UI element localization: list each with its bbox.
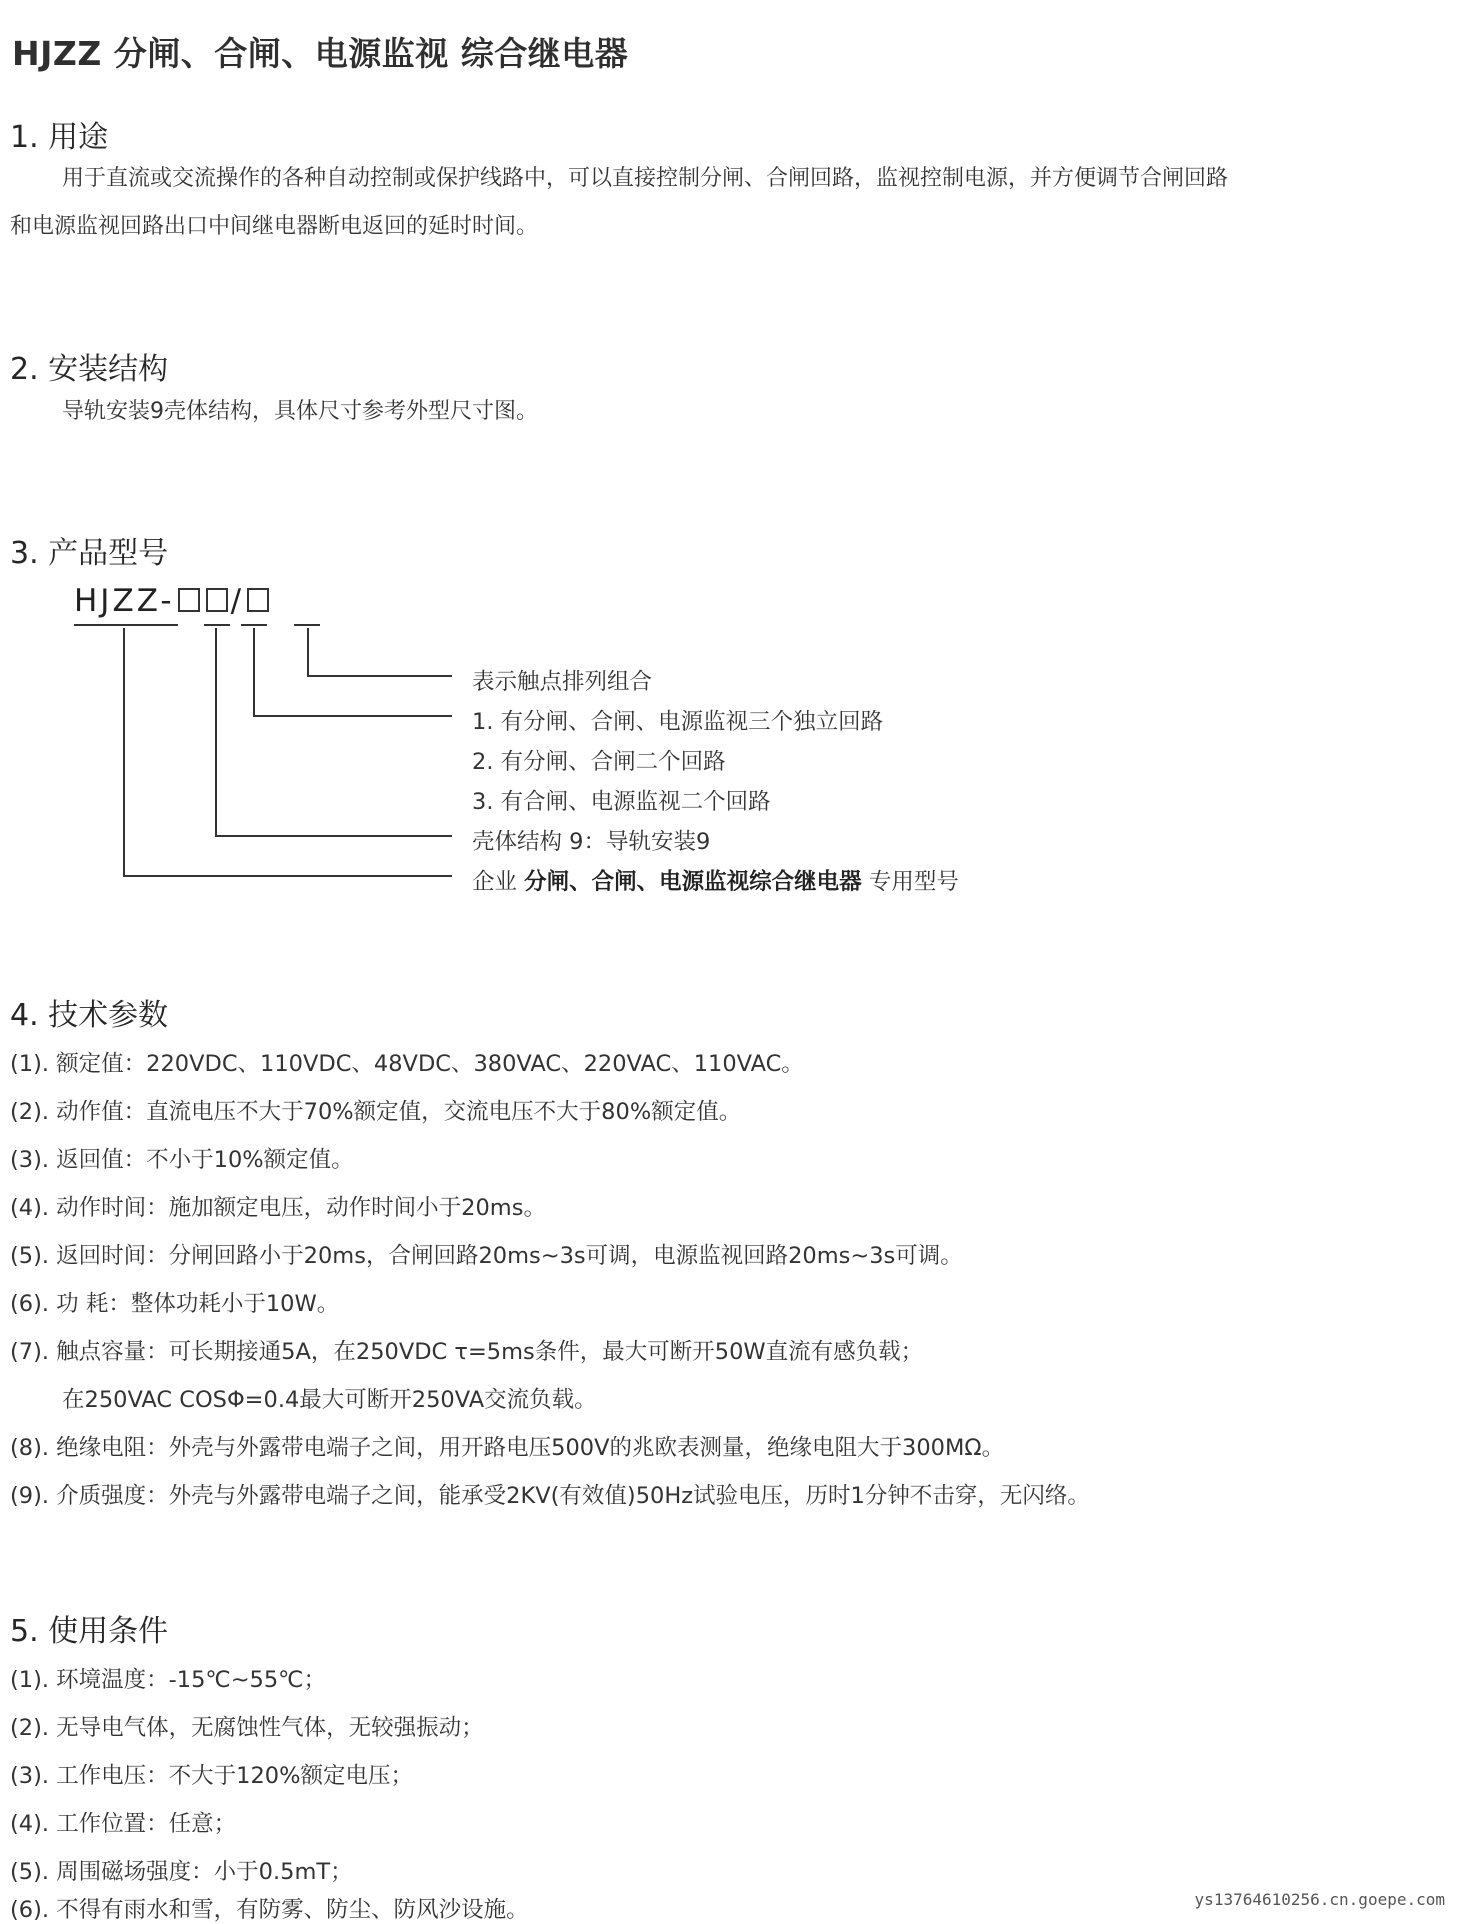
legend-option-1: 1. 有分闸、合闸、电源监视三个独立回路 [472,709,884,735]
tech-item-9: (9). 介质强度：外壳与外露带电端子之间，能承受2KV(有效值)50Hz试验电压，历时1分钟不击穿，无闪络。 [10,1483,1090,1509]
bracket-contact [308,628,452,676]
bracket-enterprise [124,628,452,876]
tech-item-6: (6). 功 耗：整体功耗小于10W。 [10,1291,340,1317]
model-bracket-diagram [0,0,1471,900]
section-4-heading: 4. 技术参数 [10,998,169,1033]
tech-item-1: (1). 额定值：220VDC、110VDC、48VDC、380VAC、220VAC、110VAC。 [10,1051,804,1077]
legend-option-3: 3. 有合闸、电源监视二个回路 [472,789,771,815]
legend-shell: 壳体结构 9：导轨安装9 [472,829,711,855]
page-title: HJZZ 分闸、合闸、电源监视 综合继电器 [12,34,629,73]
section-3-heading: 3. 产品型号 [10,536,169,571]
tech-item-2: (2). 动作值：直流电压不大于70%额定值，交流电压不大于80%额定值。 [10,1099,742,1125]
section-1-line-2: 和电源监视回路出口中间继电器断电返回的延时时间。 [10,214,539,239]
bracket-shell [216,628,452,836]
cond-item-2: (2). 无导电气体，无腐蚀性气体，无较强振动； [10,1715,484,1741]
section-2-heading: 2. 安装结构 [10,352,169,387]
model-slash: / [230,583,245,619]
tech-item-5: (5). 返回时间：分闸回路小于20ms，合闸回路20ms~3s可调，电源监视回路20ms~3s可调。 [10,1243,963,1269]
tech-item-4: (4). 动作时间：施加额定电压，动作时间小于20ms。 [10,1195,546,1221]
legend-enterprise [472,864,959,896]
legend-enterprise-pre: 企业 [472,869,525,895]
cond-item-4: (4). 工作位置：任意； [10,1811,237,1837]
legend-enterprise-bold: 分闸、合闸、电源监视综合继电器 [524,869,862,895]
cond-item-1: (1). 环境温度：-15℃~55℃； [10,1667,326,1693]
footer-watermark: ys13764610256.cn.goepe.com [1194,1890,1445,1909]
legend-contact: 表示触点排列组合 [472,669,653,695]
tech-item-8: (8). 绝缘电阻：外壳与外露带电端子之间，用开路电压500V的兆欧表测量，绝缘电阻大于300MΩ。 [10,1435,1005,1461]
section-2-line-1: 导轨安装9壳体结构，具体尺寸参考外型尺寸图。 [62,399,538,424]
legend-option-2: 2. 有分闸、合闸二个回路 [472,749,726,775]
bracket-circuit [254,628,452,716]
legend-enterprise-post: 专用型号 [861,869,959,895]
section-1-heading: 1. 用途 [10,120,109,155]
cond-item-5: (5). 周围磁场强度：小于0.5mT； [10,1859,353,1885]
cond-item-3: (3). 工作电压：不大于120%额定电压； [10,1763,414,1789]
tech-item-3: (3). 返回值：不小于10%额定值。 [10,1147,354,1173]
model-prefix: HJZZ- [74,583,175,619]
section-5-heading: 5. 使用条件 [10,1614,169,1649]
tech-item-7-cont: 在250VAC COSΦ=0.4最大可断开250VA交流负载。 [62,1387,597,1413]
cond-item-6: (6). 不得有雨水和雪，有防雾、防尘、防风沙设施。 [10,1897,529,1923]
section-1-line-1: 用于直流或交流操作的各种自动控制或保护线路中，可以直接控制分闸、合闸回路，监视控制电源，并方便调节合闸回路 [62,166,1229,191]
tech-item-7: (7). 触点容量：可长期接通5A，在250VDC τ=5ms条件，最大可断开50W直流有感负载； [10,1339,924,1365]
